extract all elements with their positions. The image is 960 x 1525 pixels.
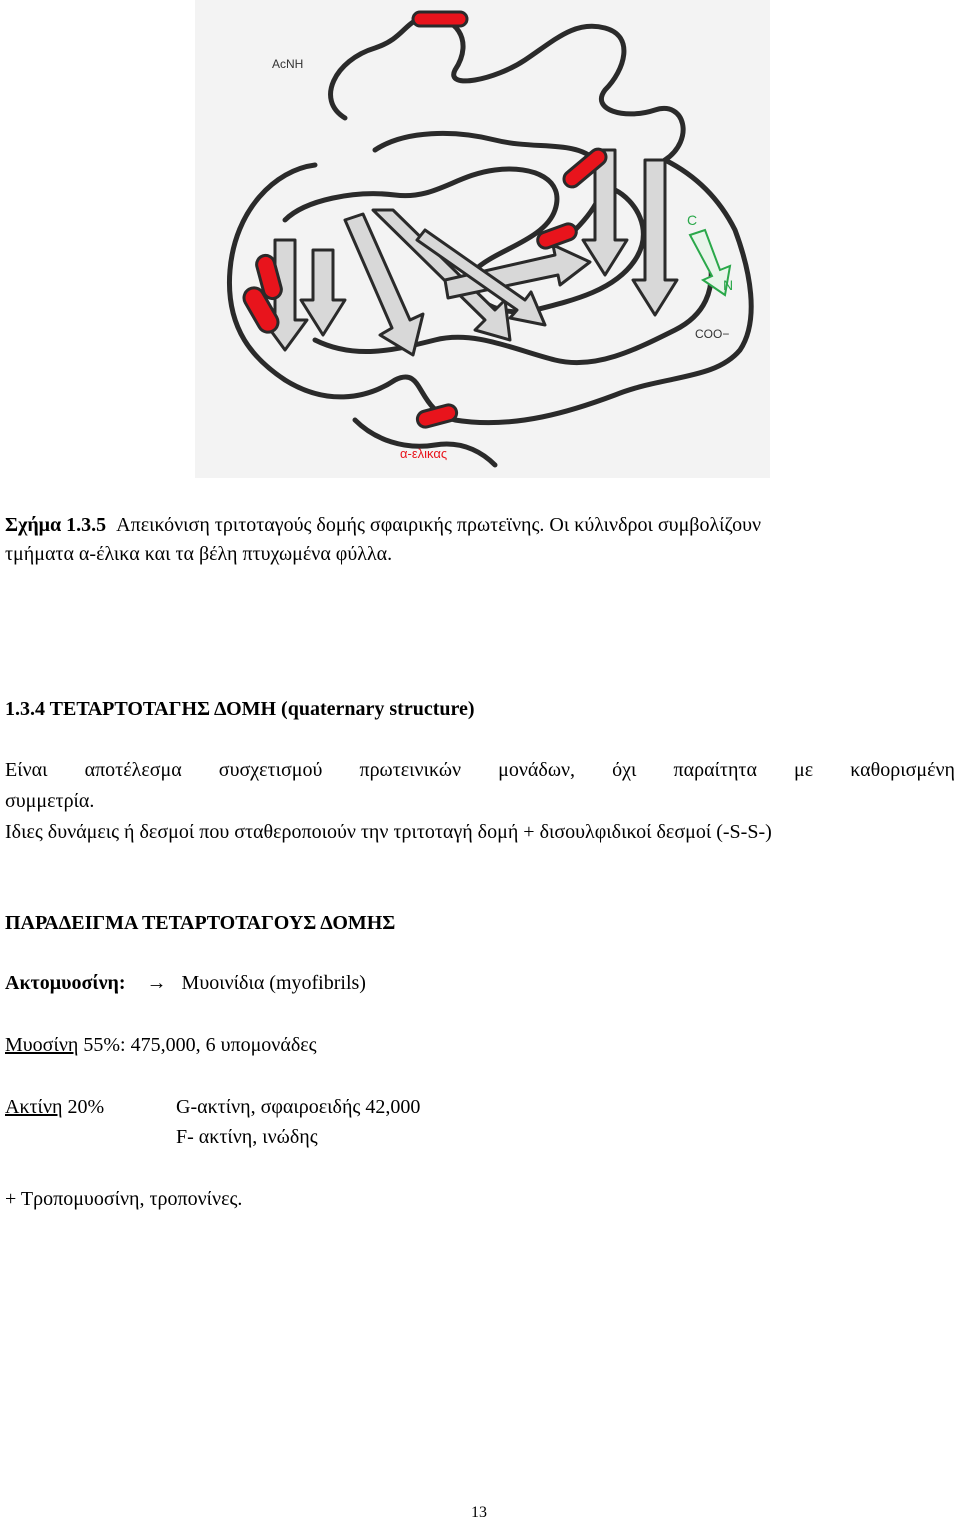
section-heading: 1.3.4 ΤΕΤΑΡΤΟΤΑΓΗΣ ΔΟΜΗ (quaternary structure) <box>5 698 475 720</box>
paragraph-1-line2: συμμετρία. <box>5 790 95 812</box>
figure-number: Σχήμα 1.3.5 <box>5 514 107 536</box>
n-terminus-label: AcNH <box>272 57 304 71</box>
example-heading: ΠΑΡΑΔΕΙΓΜΑ ΤΕΤΑΡΤΟΤΑΓΟΥΣ ΔΟΜΗΣ <box>5 912 396 934</box>
caption-text-1: Απεικόνιση τριτοταγούς δομής σφαιρικής πρωτεϊνης. Οι κύλινδροι συμβολίζουν <box>116 514 762 536</box>
alpha-helix-label: α-ελικας <box>400 446 448 461</box>
page-number: 13 <box>471 1504 487 1521</box>
actomyosin-value: Μυοινίδια (myofibrils) <box>181 972 366 994</box>
actin-line <box>5 1095 104 1119</box>
alpha-helix-cylinder <box>413 12 467 26</box>
troponin-line: + Τροπομυοσίνη, τροπονίνες. <box>5 1188 243 1210</box>
myosin-name: Μυοσίνη <box>5 1034 79 1056</box>
myosin-line <box>5 1033 317 1057</box>
c-mark-label: C <box>687 212 698 228</box>
paragraph-1-line1: Είναι αποτέλεσμα συσχετισμού πρωτεινικών μονάδων, όχι παραίτητα με καθορισμένη <box>5 759 955 781</box>
paragraph-2: Ιδιες δυνάμεις ή δεσμοί που σταθεροποιούν την τριτοταγή δομή + δισουλφιδικοί δεσμοί (-S-S-) <box>5 821 772 843</box>
myosin-value: 55%: 475,000, 6 υπομονάδες <box>78 1034 317 1056</box>
actin-name: Ακτίνη <box>5 1096 63 1118</box>
tertiary-structure-figure <box>195 0 770 478</box>
actomyosin-line <box>5 971 366 995</box>
figure-caption-line1 <box>5 513 761 537</box>
g-actin-line: G-ακτίνη, σφαιροειδής 42,000 <box>176 1096 421 1118</box>
actin-percent: 20% <box>62 1096 105 1118</box>
f-actin-line: F- ακτίνη, ινώδης <box>176 1126 318 1148</box>
arrow-right-icon: → <box>146 972 167 994</box>
actomyosin-label: Ακτομυοσίνη: <box>5 972 126 994</box>
n-mark-label: N <box>723 277 734 293</box>
c-terminus-label: COO− <box>695 327 730 341</box>
figure-caption-line2: τμήματα α-έλικα και τα βέλη πτυχωμένα φύλλα. <box>5 543 393 565</box>
